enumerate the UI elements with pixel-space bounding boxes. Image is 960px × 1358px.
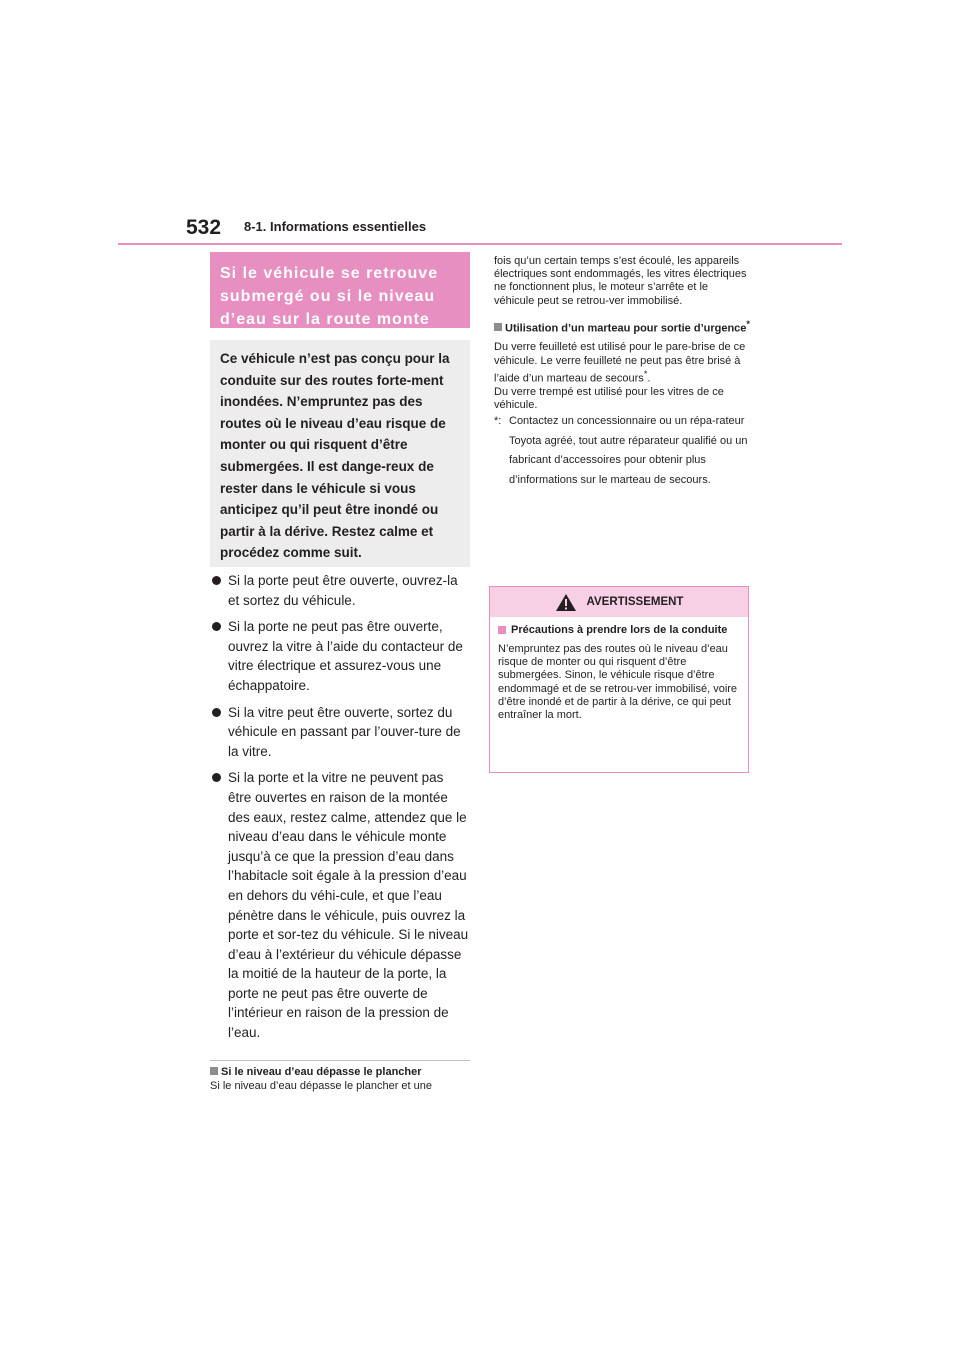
list-item bbox=[210, 571, 470, 610]
list-item-text: Si la porte peut être ouverte, ouvrez-la et sortez du véhicule. bbox=[228, 573, 458, 608]
bullet-dot-icon bbox=[212, 708, 221, 717]
list-item bbox=[210, 768, 470, 1042]
bullet-dot-icon bbox=[212, 773, 221, 782]
sentence-end: . bbox=[647, 372, 651, 385]
left-column bbox=[210, 252, 470, 1093]
footnote bbox=[494, 412, 750, 490]
warning-heading bbox=[498, 623, 739, 638]
topic-banner: Si le véhicule se retrouve submergé ou si le niveau d’eau sur la route monte bbox=[210, 252, 470, 328]
header-rule bbox=[118, 243, 842, 245]
section-title: 8-1. Informations essentielles bbox=[244, 219, 427, 234]
footnote-marker: * bbox=[746, 318, 750, 329]
square-bullet-icon bbox=[498, 626, 506, 634]
warning-triangle-icon bbox=[555, 593, 577, 612]
footnote-mark: *: bbox=[494, 415, 502, 428]
laminated-glass-sentence: Du verre feuilleté est utilisé pour le pare-brise de ce véhicule. Le verre feuilleté ne peut pas être brisé à l’aide d’un marteau de secours bbox=[494, 341, 746, 385]
subsection-rule bbox=[210, 1060, 470, 1061]
list-item bbox=[210, 617, 470, 695]
warning-heading-text: Précautions à prendre lors de la conduite bbox=[511, 624, 728, 636]
list-item-text: Si la porte ne peut pas être ouverte, ouvrez la vitre à l’aide du contacteur de vitre électrique et assurez-vous une échappatoire. bbox=[228, 619, 463, 693]
bullet-dot-icon bbox=[212, 622, 221, 631]
warning-text: N’empruntez pas des routes où le niveau d’eau risque de monter ou qui risquent d’être submergées. Sinon, le véhicule risque d’être endommagé et de se retrou-ver immobilisé, voire d’être inondé et de partir à la dérive, ce qui peut entraîner la mort. bbox=[498, 643, 738, 722]
square-bullet-icon bbox=[210, 1067, 218, 1075]
tempered-glass-text: Du verre trempé est utilisé pour les vitres de ce véhicule. bbox=[494, 385, 724, 411]
warning-title: AVERTISSEMENT bbox=[586, 596, 684, 608]
warning-header bbox=[490, 587, 748, 617]
list-item-text: Si la porte et la vitre ne peuvent pas être ouvertes en raison de la montée des eaux, restez calme, attendez que le niveau d’eau dans le véhicule monte jusqu’à ce que la pression d’eau dans l’habitacle soit égale à la pression d’eau en dehors du véhi-cule, et que l’eau pénètre dans le véhicule, puis ouvrez la porte et sor-tez du véhicule. Si le niveau d’eau à l’extérieur du véhicule dépasse la moitié de la hauteur de la porte, la porte ne peut pas être ouverte de l’intérieur en raison de la pression de l’eau. bbox=[228, 770, 469, 1041]
hammer-heading bbox=[494, 317, 750, 337]
intro-box: Ce véhicule n’est pas conçu pour la conduite sur des routes forte-ment inondées. N’empruntez pas des routes où le niveau d’eau risque de monter ou qui risquent d’être submergées. Il est dange-reux de rester dans le véhicule si vous anticipez qu’il peut être inondé ou partir à la dérive. Restez calme et procédez comme suit. bbox=[210, 340, 470, 567]
warning-box bbox=[489, 586, 749, 773]
warning-body bbox=[490, 617, 748, 722]
square-bullet-icon bbox=[494, 323, 502, 331]
subsection-heading-text: Si le niveau d’eau dépasse le plancher bbox=[221, 1065, 422, 1078]
bullet-list bbox=[210, 571, 470, 1043]
laminated-glass-text bbox=[494, 341, 750, 385]
footnote-text: Contactez un concessionnaire ou un répa-rateur Toyota agréé, tout autre réparateur qualifié ou un fabricant d’accessoires pour obtenir plus d’informations sur le marteau de secours. bbox=[509, 415, 748, 486]
continuation-text: fois qu’un certain temps s’est écoulé, les appareils électriques sont endommagés, les vitres électriques ne fonctionnent plus, le moteur s’arrête et le véhicule peut se retrou-ver immobilisé. bbox=[494, 255, 747, 307]
bullet-dot-icon bbox=[212, 576, 221, 585]
list-item bbox=[210, 703, 470, 762]
subsection-text: Si le niveau d’eau dépasse le plancher et une bbox=[210, 1079, 432, 1092]
page-number: 532 bbox=[186, 216, 222, 239]
hammer-heading-text: Utilisation d’un marteau pour sortie d’urgence bbox=[505, 322, 747, 335]
list-item-text: Si la vitre peut être ouverte, sortez du véhicule en passant par l’ouver-ture de la vitre. bbox=[228, 704, 461, 759]
right-column bbox=[494, 255, 750, 491]
subsection-heading bbox=[210, 1065, 470, 1080]
footnote-marker: * bbox=[643, 368, 648, 379]
